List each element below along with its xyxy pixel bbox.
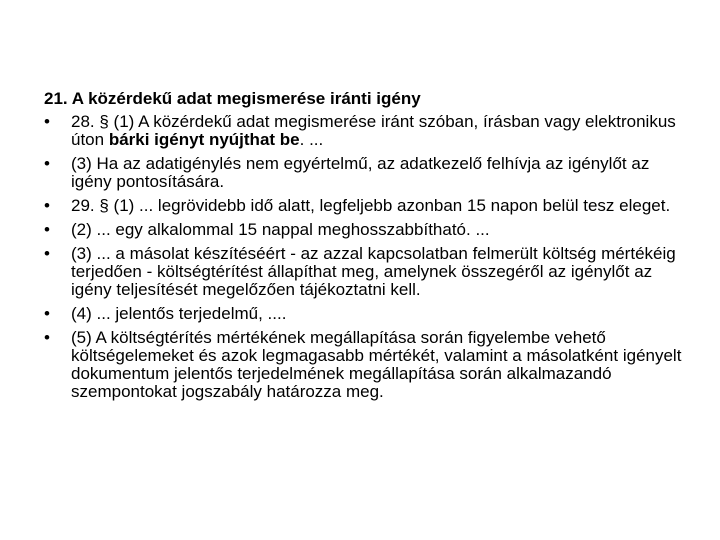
item-text: (3) Ha az adatigénylés nem egyértelmű, az adatkezelő felhívja az igénylőt az igény pontosítására. xyxy=(71,154,650,191)
bullet-icon: • xyxy=(44,154,50,173)
list-item xyxy=(44,245,684,299)
list-item xyxy=(44,113,684,149)
bullet-icon: • xyxy=(44,244,50,263)
bullet-icon: • xyxy=(44,328,50,347)
item-text: (2) ... egy alkalommal 15 nappal meghosszabbítható. ... xyxy=(71,220,490,239)
item-text: . ... xyxy=(299,130,324,149)
item-text: 28. § (1) A közérdekű adat megismerése iránt szóban, írásban vagy elektronikus úton xyxy=(71,112,676,149)
list-item xyxy=(44,221,684,239)
bullet-list xyxy=(44,113,684,401)
item-text: (4) ... jelentős terjedelmű, .... xyxy=(71,304,287,323)
item-text: (5) A költségtérítés mértékének megállapítása során figyelembe vehető költségelemeket és azok legmagasabb mértékét, valamint a másolatként igényelt dokumentum jelentős terjedelmének megállapítása során alkalmazandó szempontokat jogszabály határozza meg. xyxy=(71,328,682,401)
slide-content xyxy=(44,90,684,407)
item-text: (3) ... a másolat készítéséért - az azzal kapcsolatban felmerült költség mértékéig terjedően - költségtérítést állapíthat meg, amelynek összegéről az igénylőt az igény teljesítését megelőzően tájékoztatni kell. xyxy=(71,244,676,299)
list-item xyxy=(44,305,684,323)
item-text-bold: bárki igényt nyújthat be xyxy=(108,130,300,149)
item-text: 29. § (1) ... legrövidebb idő alatt, legfeljebb azonban 15 napon belül tesz eleget. xyxy=(71,196,671,215)
bullet-icon: • xyxy=(44,220,50,239)
list-item xyxy=(44,155,684,191)
slide-title: 21. A közérdekű adat megismerése iránti igény xyxy=(44,89,421,108)
bullet-icon: • xyxy=(44,196,50,215)
list-item xyxy=(44,329,684,401)
list-item xyxy=(44,197,684,215)
bullet-icon: • xyxy=(44,112,50,131)
bullet-icon: • xyxy=(44,304,50,323)
